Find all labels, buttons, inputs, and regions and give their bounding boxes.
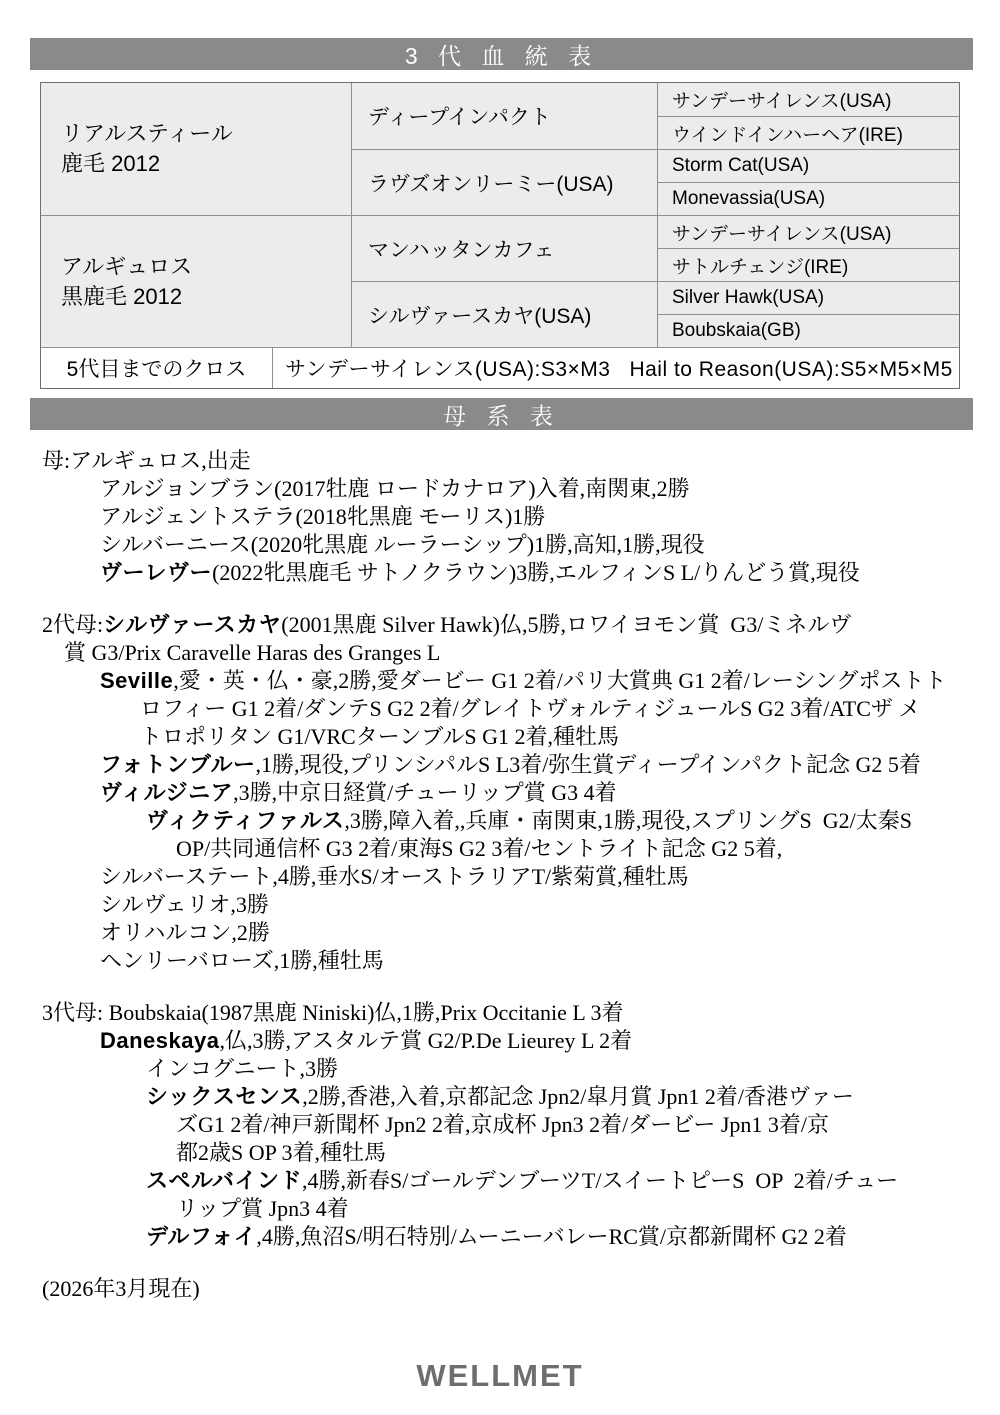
line-text: シルバーニース(2020牝黒鹿 ルーラーシップ)1勝,高知,1勝,現役	[100, 532, 705, 557]
matriline-header	[30, 398, 973, 430]
dam-cell: シルヴァースカヤ(USA)	[351, 281, 657, 347]
matriline-line	[40, 611, 972, 639]
subject-name: リアルスティール	[61, 121, 233, 146]
matriline-line	[40, 807, 972, 835]
matriline-line	[40, 667, 972, 695]
line-text: ,3勝,障入着,,兵庫・南関東,1勝,現役,スプリングS G2/太秦S	[344, 808, 912, 833]
line-text: ,4勝,新春S/ゴールデンブーツT/スイートピーS OP 2着/チュー	[301, 1168, 899, 1193]
matriline-line	[40, 835, 972, 863]
cross-label: 5代目までのクロス	[41, 348, 273, 388]
subject-cell-argyros	[41, 215, 351, 347]
subject-cell-realsteel	[41, 83, 351, 215]
line-text: ,仏,3勝,アスタルテ賞 G2/P.De Lieurey L 2着	[219, 1028, 633, 1053]
line-text: ズG1 2着/神戸新聞杯 Jpn2 2着,京成杯 Jpn3 2着/ダービー Jpn1 3着/京	[176, 1112, 830, 1137]
horse-name-bold: Seville	[100, 668, 174, 693]
matriline-line	[40, 475, 972, 503]
horse-name-bold: Daneskaya	[100, 1028, 220, 1053]
inbreeding-cross-row	[41, 347, 959, 388]
matriline-line	[40, 919, 972, 947]
matriline-line	[40, 531, 972, 559]
line-text: ロフィー G1 2着/ダンテS G2 2着/グレイトヴォルティジュールS G2 3着/ATCザ メ	[140, 696, 921, 721]
matriline-text	[40, 447, 972, 1303]
matriline-line	[40, 1223, 972, 1251]
matriline-line	[40, 1195, 972, 1223]
matriline-line	[40, 1139, 972, 1167]
line-text: インコグニート,3勝	[146, 1056, 339, 1081]
line-text: (2001黒鹿 Silver Hawk)仏,5勝,ロワイヨモン賞 G3/ミネルヴ	[281, 612, 852, 637]
matriline-line	[40, 863, 972, 891]
line-text: ,2勝,香港,入着,京都記念 Jpn2/皐月賞 Jpn1 2着/香港ヴァー	[302, 1084, 854, 1109]
horse-name-bold: ヴーレヴー	[100, 560, 213, 585]
dam-cell: ラヴズオンリーミー(USA)	[351, 149, 657, 215]
sire-cell: ディープインパクト	[351, 83, 657, 149]
pedigree-grid	[41, 83, 959, 347]
horse-name-bold: ヴィクティファルス	[146, 808, 345, 833]
wellmet-logo: WELLMET	[416, 1358, 584, 1393]
matriline-line	[40, 1083, 972, 1111]
line-text: ,愛・英・仏・豪,2勝,愛ダービー G1 2着/パリ大賞典 G1 2着/レーシングポストト	[173, 668, 947, 693]
matriline-line	[40, 1275, 972, 1303]
grandparent-cell: Boubskaia(GB)	[657, 314, 959, 347]
line-text: アルジェントステラ(2018牝黒鹿 モーリス)1勝	[100, 504, 546, 529]
grandparent-cell: サンデーサイレンス(USA)	[657, 215, 959, 248]
matriline-line	[40, 559, 972, 587]
cross-value: サンデーサイレンス(USA):S3×M3 Hail to Reason(USA):S5×M5×M5	[285, 358, 953, 381]
horse-name-bold: シルヴァースカヤ	[103, 612, 282, 637]
matriline-line	[40, 1167, 972, 1195]
matriline-line	[40, 779, 972, 807]
matriline-header-title: 母 系 表	[443, 402, 560, 429]
grandparent-cell: Storm Cat(USA)	[657, 149, 959, 182]
matriline-line	[40, 503, 972, 531]
grandparent-cell: ウインドインハーヘア(IRE)	[657, 116, 959, 149]
grandparent-cell: サトルチェンジ(IRE)	[657, 248, 959, 281]
horse-name-bold: スペルバインド	[146, 1168, 302, 1193]
line-text: ヘンリーバローズ,1勝,種牡馬	[100, 948, 384, 973]
line-text: 2代母:	[42, 612, 104, 637]
matriline-line	[40, 695, 972, 723]
horse-name-bold: シックスセンス	[146, 1084, 303, 1109]
paragraph-gap	[40, 975, 972, 999]
line-text: (2026年3月現在)	[42, 1276, 200, 1301]
grandparent-cell: サンデーサイレンス(USA)	[657, 83, 959, 116]
paragraph-gap	[40, 1251, 972, 1275]
matriline-line	[40, 947, 972, 975]
line-text: OP/共同通信杯 G3 2着/東海S G2 3着/セントライト記念 G2 5着,	[176, 836, 783, 861]
line-text: 都2歳S OP 3着,種牡馬	[176, 1140, 387, 1165]
horse-name-bold: ヴィルジニア	[100, 780, 234, 805]
line-text: トロポリタン G1/VRCターンブルS G1 2着,種牡馬	[140, 724, 620, 749]
grandparent-cell: Monevassia(USA)	[657, 182, 959, 215]
line-text: オリハルコン,2勝	[100, 920, 270, 945]
matriline-line	[40, 639, 972, 667]
line-text: アルジョンブラン(2017牡鹿 ロードカナロア)入着,南関東,2勝	[100, 476, 690, 501]
horse-name-bold: フォトンブルー	[100, 752, 256, 777]
line-text: 母:アルギュロス,出走	[42, 448, 251, 473]
line-text: ,3勝,中京日経賞/チューリップ賞 G3 4着	[233, 780, 617, 805]
pedigree-table	[40, 82, 960, 389]
matriline-line	[40, 723, 972, 751]
matriline-line	[40, 1111, 972, 1139]
matriline-line	[40, 999, 972, 1027]
matriline-line	[40, 447, 972, 475]
subject-detail: 鹿毛 2012	[61, 151, 161, 176]
subject-detail: 黒鹿毛 2012	[61, 283, 183, 309]
line-text: シルバーステート,4勝,垂水S/オーストラリアT/紫菊賞,種牡馬	[100, 864, 689, 889]
horse-name-bold: デルフォイ	[146, 1224, 257, 1249]
line-text: リップ賞 Jpn3 4着	[176, 1196, 349, 1221]
line-text: (2022牝黒鹿毛 サトノクラウン)3勝,エルフィンS L/りんどう賞,現役	[212, 560, 860, 585]
matriline-line	[40, 891, 972, 919]
line-text: ,4勝,魚沼S/明石特別/ムーニーバレーRC賞/京都新聞杯 G2 2着	[256, 1224, 847, 1249]
line-text: ,1勝,現役,プリンシパルS L3着/弥生賞ディープインパクト記念 G2 5着	[255, 752, 921, 777]
pedigree-table-header	[30, 38, 973, 70]
subject-name: アルギュロス	[61, 253, 193, 279]
sire-cell: マンハッタンカフェ	[351, 215, 657, 281]
matriline-line	[40, 1027, 972, 1055]
matriline-line	[40, 751, 972, 779]
matriline-line	[40, 1055, 972, 1083]
line-text: 賞 G3/Prix Caravelle Haras des Granges L	[64, 640, 441, 665]
paragraph-gap	[40, 587, 972, 611]
footer	[0, 1358, 1000, 1394]
line-text: シルヴェリオ,3勝	[100, 892, 269, 917]
line-text: 3代母: Boubskaia(1987黒鹿 Niniski)仏,1勝,Prix Occitanie L 3着	[42, 1000, 624, 1025]
pedigree-table-header-title: 3 代 血 統 表	[404, 42, 599, 69]
grandparent-cell: Silver Hawk(USA)	[657, 281, 959, 314]
